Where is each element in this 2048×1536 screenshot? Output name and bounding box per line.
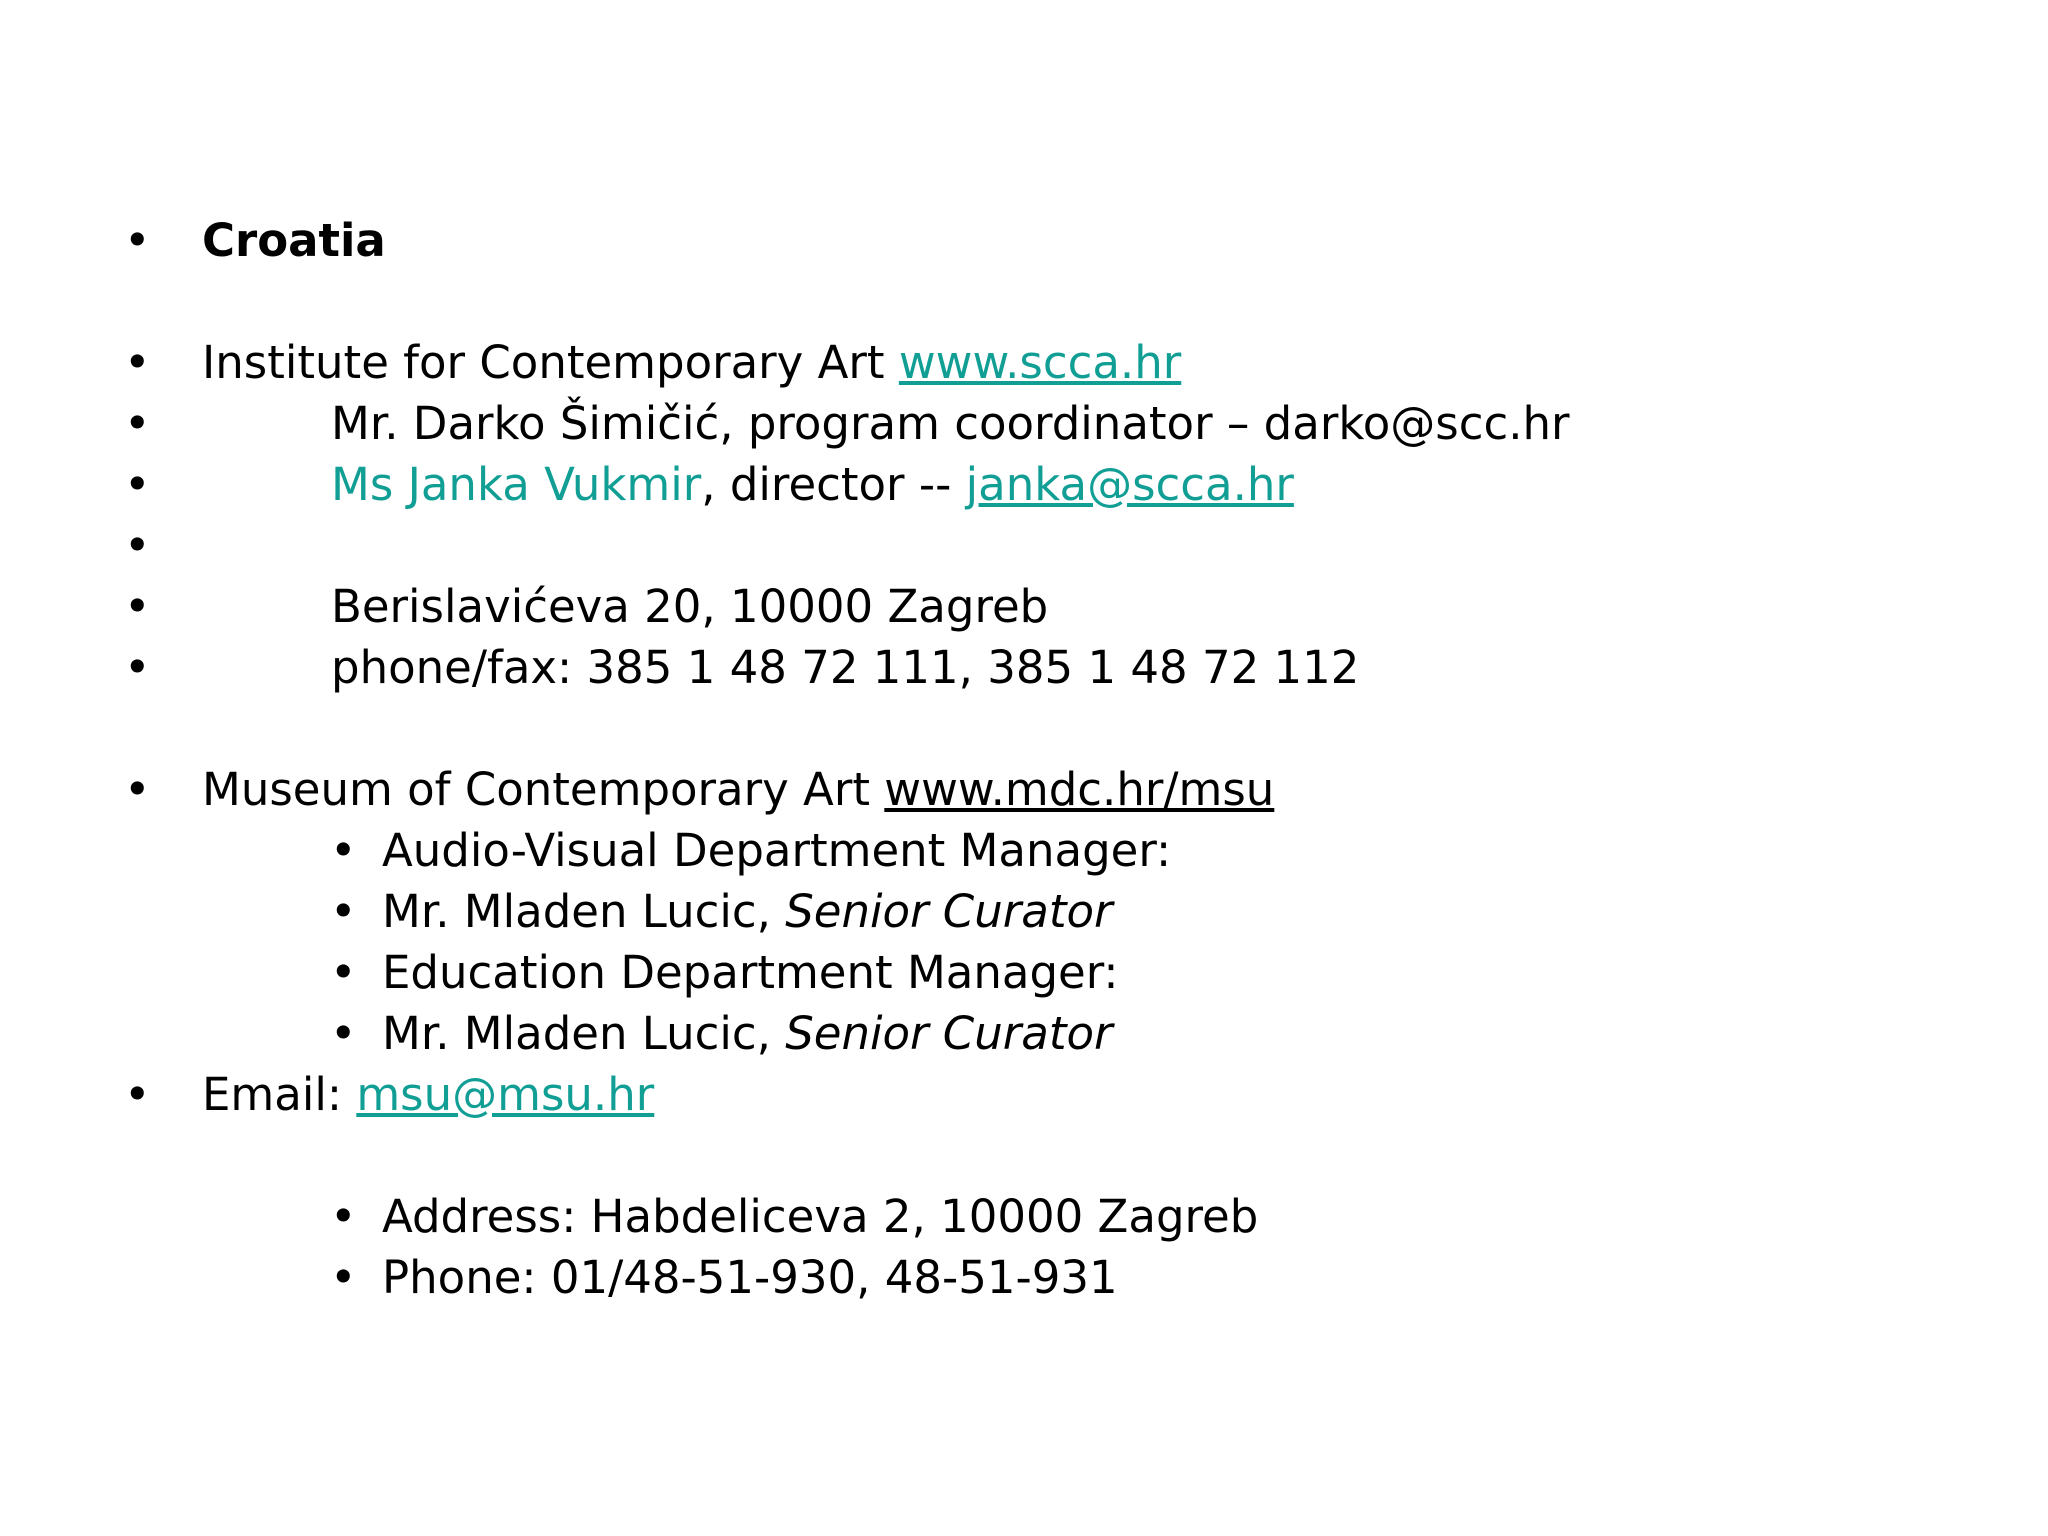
edu-manager xyxy=(382,1004,1113,1064)
bullet: • xyxy=(124,763,151,816)
bullet: • xyxy=(330,885,357,938)
line-edu-manager-label xyxy=(0,943,2048,1003)
line-contact-janka xyxy=(0,455,2048,515)
line-museum-email xyxy=(0,1065,2048,1125)
line-institute-address xyxy=(0,577,2048,637)
line-museum-address xyxy=(0,1187,2048,1247)
institute-phone: phone/fax: 385 1 48 72 111, 385 1 48 72 112 xyxy=(331,641,1360,694)
bullet: • xyxy=(124,458,151,511)
institute-url-link[interactable]: www.scca.hr xyxy=(898,336,1182,389)
institute-name: Institute for Contemporary Art xyxy=(202,336,899,389)
museum-address: Address: Habdeliceva 2, 10000 Zagreb xyxy=(382,1190,1259,1243)
museum-email-line xyxy=(202,1065,654,1125)
bullet: • xyxy=(330,1251,357,1304)
contact-janka xyxy=(331,455,1294,515)
museum-line xyxy=(202,760,1274,820)
edu-manager-title: Senior Curator xyxy=(785,1007,1113,1060)
bullet: • xyxy=(124,580,151,633)
museum-phone: Phone: 01/48-51-930, 48-51-931 xyxy=(382,1251,1118,1304)
line-av-manager-name xyxy=(0,882,2048,942)
line-empty xyxy=(0,516,2048,576)
bullet: • xyxy=(330,1007,357,1060)
bullet: • xyxy=(330,946,357,999)
bullet: • xyxy=(124,641,151,694)
museum-email-label: Email: xyxy=(202,1068,357,1121)
bullet: • xyxy=(124,336,151,389)
av-manager-label: Audio-Visual Department Manager: xyxy=(382,824,1172,877)
edu-manager-name: Mr. Mladen Lucic, xyxy=(382,1007,786,1060)
institute-address: Berislavićeva 20, 10000 Zagreb xyxy=(331,580,1049,633)
contact-janka-name: Ms Janka Vukmir xyxy=(331,458,702,511)
line-museum xyxy=(0,760,2048,820)
bullet: • xyxy=(124,397,151,450)
bullet: • xyxy=(330,1190,357,1243)
institute-line xyxy=(202,333,1181,393)
line-edu-manager-name xyxy=(0,1004,2048,1064)
museum-email-link[interactable]: msu@msu.hr xyxy=(356,1068,655,1121)
bullet: • xyxy=(330,824,357,877)
contact-darko: Mr. Darko Šimičić, program coordinator – darko@scc.hr xyxy=(331,397,1570,450)
av-manager-title: Senior Curator xyxy=(785,885,1113,938)
bullet: • xyxy=(124,1068,151,1121)
contact-janka-role: , director -- xyxy=(701,458,966,511)
museum-name: Museum of Contemporary Art xyxy=(202,763,885,816)
museum-url-link[interactable]: www.mdc.hr/msu xyxy=(884,763,1275,816)
line-heading xyxy=(0,211,2048,271)
av-manager xyxy=(382,882,1113,942)
janka-email-link[interactable]: janka@scca.hr xyxy=(965,458,1294,511)
av-manager-name: Mr. Mladen Lucic, xyxy=(382,885,786,938)
bullet: • xyxy=(124,519,151,572)
line-museum-phone xyxy=(0,1248,2048,1308)
edu-manager-label: Education Department Manager: xyxy=(382,946,1119,999)
line-contact-darko xyxy=(0,394,2048,454)
line-institute-phone xyxy=(0,638,2048,698)
heading-croatia: Croatia xyxy=(202,214,386,267)
bullet: • xyxy=(124,214,151,267)
line-av-manager-label xyxy=(0,821,2048,881)
line-institute xyxy=(0,333,2048,393)
